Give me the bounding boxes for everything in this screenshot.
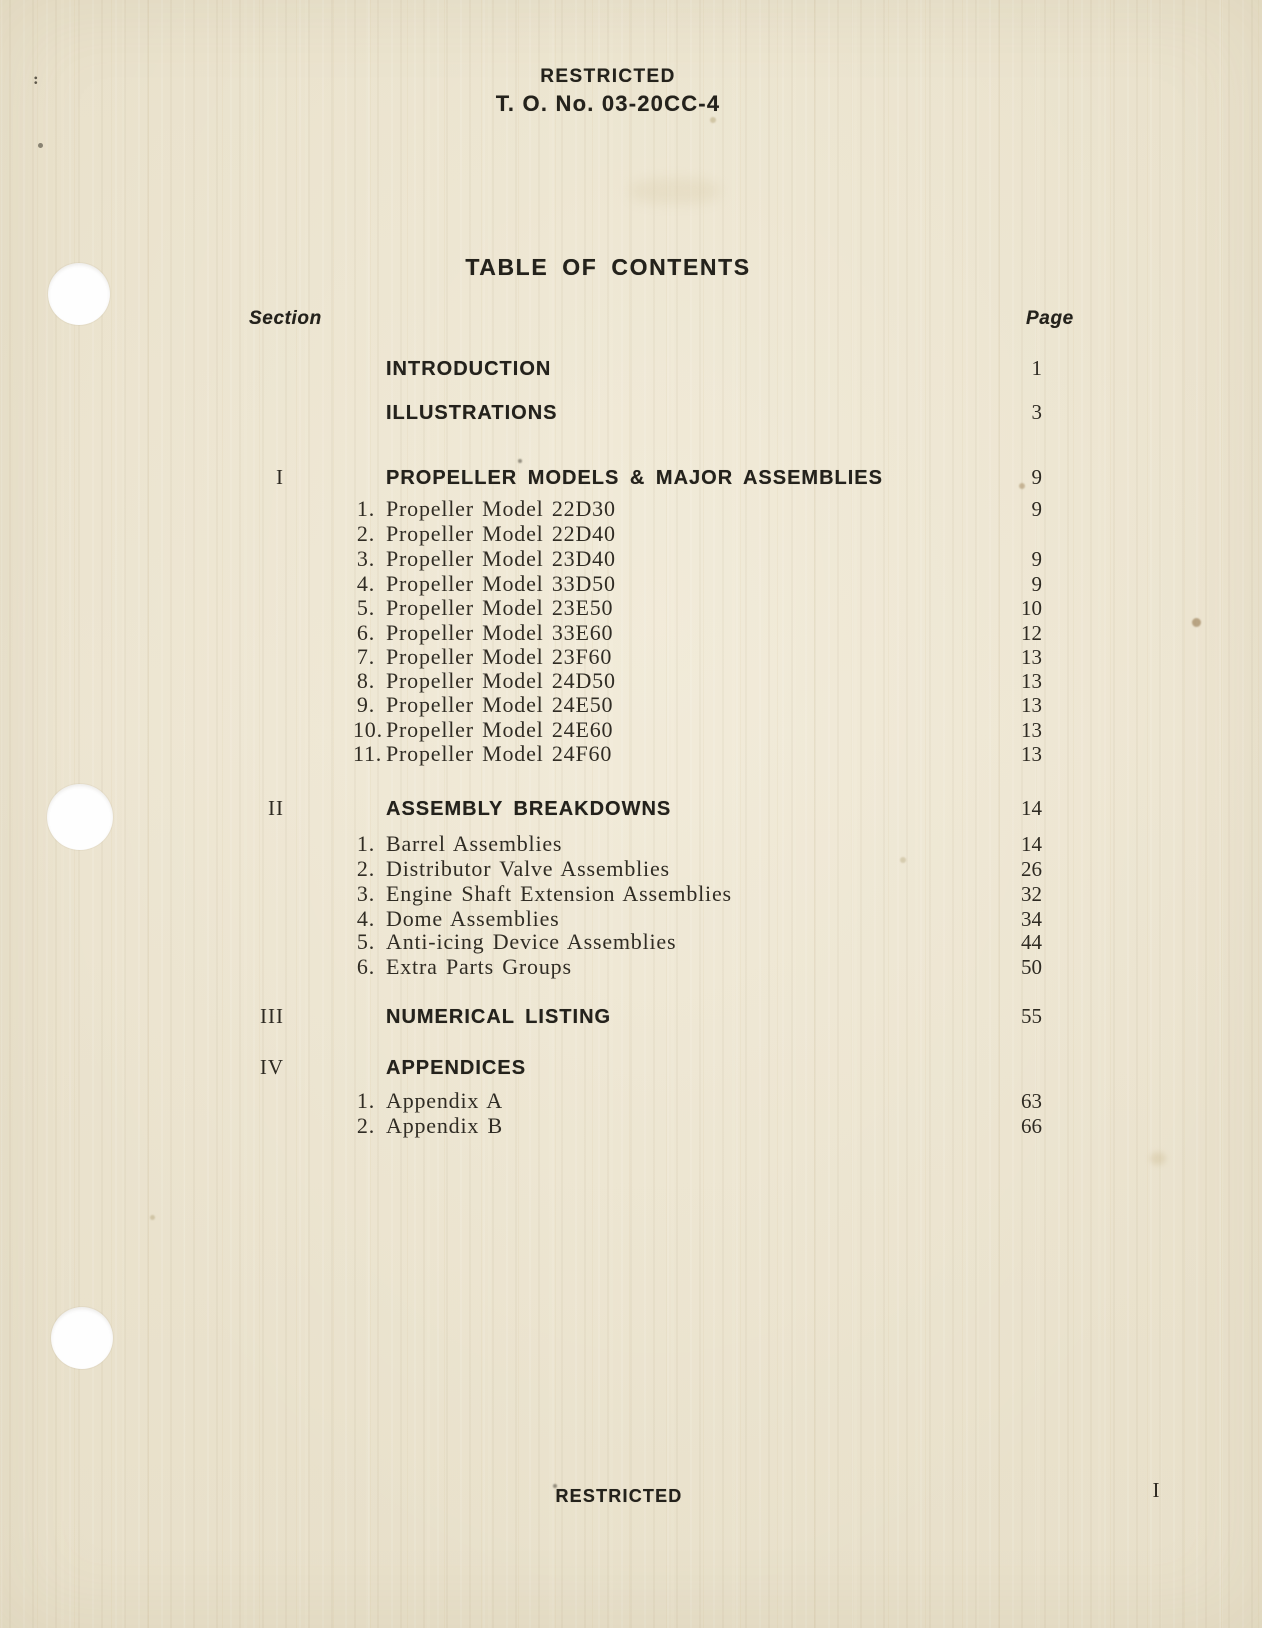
toc-row <box>250 620 1042 645</box>
toc-entry-page: 9 <box>1031 465 1042 489</box>
toc-entry-title: 1. Appendix A <box>356 1088 503 1113</box>
paper-speck <box>38 143 43 148</box>
toc-entry-page: 9 <box>1031 547 1042 571</box>
toc-row <box>250 1113 1042 1138</box>
toc-entry-page: 50 <box>1021 955 1042 979</box>
paper-speck <box>1192 618 1201 627</box>
toc-entry-title: 1. Barrel Assemblies <box>356 831 563 856</box>
header-technical-order-number: T. O. No. 03-20CC-4 <box>495 91 721 116</box>
toc-row <box>250 692 1042 717</box>
toc-entry-page: 14 <box>1021 796 1042 820</box>
toc-row <box>250 496 1042 521</box>
toc-entry-page: 13 <box>1021 693 1042 717</box>
toc-entry-page: 55 <box>1021 1004 1042 1028</box>
toc-row <box>250 465 1042 490</box>
toc-entry-title: 1. Propeller Model 22D30 <box>356 496 616 521</box>
toc-entry-title: 2. Propeller Model 22D40 <box>356 521 616 546</box>
section-numeral: II <box>268 796 284 820</box>
toc-row <box>250 1055 1042 1080</box>
toc-entry-title: NUMERICAL LISTING <box>386 1006 612 1028</box>
column-header-section: Section <box>249 308 322 329</box>
toc-entry-page: 1 <box>1031 356 1042 380</box>
toc-entry-title: 3. Engine Shaft Extension Assemblies <box>356 881 732 906</box>
footer-restricted-label: RESTRICTED <box>555 1486 683 1506</box>
toc-row <box>250 831 1042 856</box>
section-numeral: IV <box>259 1055 284 1079</box>
toc-entry-title: APPENDICES <box>386 1057 527 1079</box>
toc-row <box>250 796 1042 821</box>
column-header-page: Page <box>1026 308 1074 329</box>
toc-entry-page: 10 <box>1021 596 1042 620</box>
toc-row <box>250 929 1042 954</box>
page-title: TABLE OF CONTENTS <box>465 254 751 280</box>
toc-row <box>250 400 1042 425</box>
toc-row <box>250 356 1042 381</box>
punch-hole <box>51 1307 113 1369</box>
toc-entry-page: 66 <box>1021 1114 1042 1138</box>
toc-entry-title: 2. Appendix B <box>356 1113 503 1138</box>
toc-entry-page: 13 <box>1021 742 1042 766</box>
toc-row <box>250 521 1042 546</box>
toc-entry-page: 13 <box>1021 718 1042 742</box>
toc-entry-title: 5. Propeller Model 23E50 <box>356 595 614 620</box>
toc-entry-title: ILLUSTRATIONS <box>386 402 558 424</box>
toc-entry-page: 9 <box>1031 572 1042 596</box>
toc-row <box>250 881 1042 906</box>
toc-entry-title: 4. Dome Assemblies <box>356 906 560 931</box>
toc-entry-page: 63 <box>1021 1089 1042 1113</box>
toc-row <box>250 644 1042 669</box>
toc-entry-page: 3 <box>1031 400 1042 424</box>
toc-row <box>250 595 1042 620</box>
toc-entry-title: 9. Propeller Model 24E50 <box>356 692 614 717</box>
toc-entry-title: 11. Propeller Model 24F60 <box>353 741 613 766</box>
toc-entry-title: 10. Propeller Model 24E60 <box>353 717 614 742</box>
section-numeral: I <box>276 465 284 489</box>
toc-entry-page: 26 <box>1021 857 1042 881</box>
toc-entry-page: 14 <box>1021 832 1042 856</box>
toc-entry-title: 4. Propeller Model 33D50 <box>356 571 616 596</box>
toc-row <box>250 954 1042 979</box>
toc-entry-page: 13 <box>1021 669 1042 693</box>
section-numeral: III <box>260 1004 284 1028</box>
toc-entry-page: 13 <box>1021 645 1042 669</box>
toc-row <box>250 856 1042 881</box>
toc-row <box>250 741 1042 766</box>
toc-row <box>250 571 1042 596</box>
toc-row <box>250 1088 1042 1113</box>
toc-entry-title: 2. Distributor Valve Assemblies <box>356 856 670 881</box>
toc-entry-page: 34 <box>1021 907 1042 931</box>
paper-stain <box>1150 1152 1166 1165</box>
toc-entry-title: INTRODUCTION <box>386 358 552 380</box>
toc-entry-page: 12 <box>1021 621 1042 645</box>
paper-speck <box>150 1215 155 1220</box>
toc-row <box>250 668 1042 693</box>
toc-entry-title: 6. Extra Parts Groups <box>356 954 572 979</box>
punch-hole <box>47 784 113 850</box>
footer-page-number: I <box>1152 1478 1160 1502</box>
toc-entry-page: 32 <box>1021 882 1042 906</box>
toc-entry-page: 9 <box>1031 497 1042 521</box>
toc-row <box>250 1004 1042 1029</box>
toc-entry-title: 5. Anti-icing Device Assemblies <box>356 929 677 954</box>
toc-entry-title: ASSEMBLY BREAKDOWNS <box>386 798 672 820</box>
toc-entry-title: 6. Propeller Model 33E60 <box>356 620 614 645</box>
toc-entry-title: 8. Propeller Model 24D50 <box>356 668 616 693</box>
toc-entry-title: 7. Propeller Model 23F60 <box>356 644 613 669</box>
table-of-contents <box>250 0 1042 1628</box>
toc-row <box>250 717 1042 742</box>
toc-row <box>250 546 1042 571</box>
paper-speck: : <box>33 70 39 88</box>
header-restricted-label: RESTRICTED <box>540 66 676 87</box>
toc-row <box>250 906 1042 931</box>
toc-entry-title: 3. Propeller Model 23D40 <box>356 546 616 571</box>
toc-entry-page: 44 <box>1021 930 1042 954</box>
toc-entry-title: PROPELLER MODELS & MAJOR ASSEMBLIES <box>386 467 883 489</box>
